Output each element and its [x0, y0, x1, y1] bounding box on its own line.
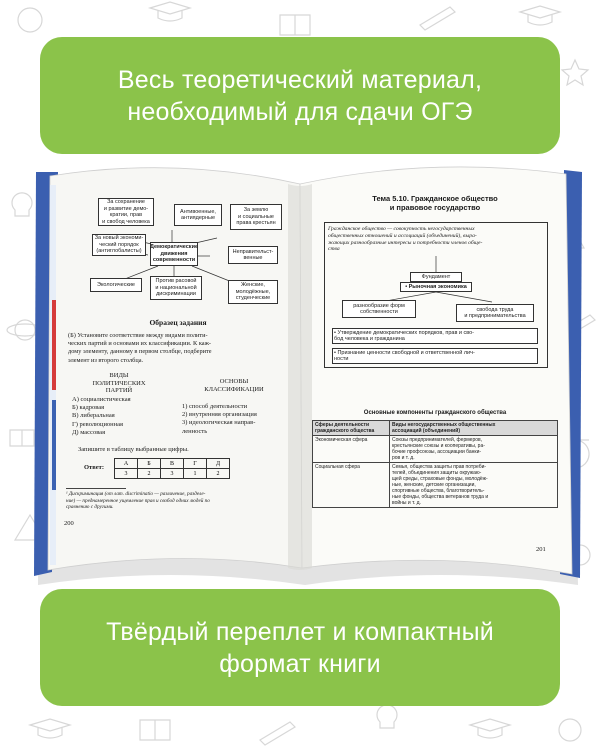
table-cell: Союзы предпринимателей, фермеров, крестьянские союзы и кооперативы, ра- бочие профсоюзы, ассоциации банки- ров и т. д. [390, 436, 558, 463]
answer-header-cell: Г [184, 459, 207, 469]
column-right-title: ОСНОВЫ КЛАССИФИКАЦИИ [204, 378, 264, 393]
personal-freedom-box: • Признание ценности свободной и ответственной лич- ности [332, 348, 538, 364]
task-text: (Б) Установите соответствие между видами полити- ческих партий и основами их классификации. К каж- дому элементу, данному в первом столбце, подберите элемент из второго столбца. [68, 332, 212, 364]
labor-freedom-box: свобода труда и предпринимательства [456, 304, 534, 322]
right-page-number: 201 [536, 546, 546, 553]
answer-value-cell: 3 [161, 469, 184, 479]
table-header-cell: Виды негосударственных общественных ассоциаций (объединений) [390, 421, 558, 436]
bottom-banner: Твёрдый переплет и компактный формат книги [40, 589, 560, 706]
classification-list: 1) способ деятельности 2) внутренняя организация 3) идеологическая направ- ленность [182, 403, 257, 435]
top-banner: Весь теоретический материал, необходимый для сдачи ОГЭ [40, 37, 560, 154]
footnote-divider [66, 488, 126, 489]
left-page-number: 200 [64, 520, 74, 527]
foundation-box: Фундамент [410, 272, 462, 282]
civil-society-definition: Гражданское общество — совокупность негосударственных общественных отношений и ассоциаций (объединений), выра- жающих разнообразные интересы и потребности членов обще- ства [328, 226, 483, 253]
diagram-box-ecological: Экологические [90, 278, 142, 292]
answer-header-cell: Б [138, 459, 161, 469]
answer-label: Ответ: [84, 464, 105, 471]
answer-value-cell: 2 [207, 469, 230, 479]
table-row [313, 436, 558, 463]
answer-table [114, 458, 230, 479]
party-types-list: А) социалистическая Б) кадровая В) либеральная Г) революционная Д) массовая [72, 396, 131, 436]
diagram-center-box: Демократические движения современности [150, 242, 198, 266]
diagram-box-democracy-rights: За сохранение и развитие демо- кратии, прав и свобод человека [98, 198, 154, 226]
answer-value-cell: 1 [184, 469, 207, 479]
market-economy-box: • Рыночная экономика [400, 282, 472, 292]
ownership-forms-box: разнообразие форм собственности [342, 300, 416, 318]
components-table [312, 420, 558, 508]
answer-header-cell: А [115, 459, 138, 469]
diagram-box-women-youth: Женские, молодёжные, студенческие [228, 280, 278, 304]
footnote: ¹ Дискриминация (от лат. discriminatio — различение, разделе- ние) — преднамеренное ущемление прав и свобод одних людей по сравнению с другими. [66, 491, 210, 510]
column-left-title: ВИДЫ ПОЛИТИЧЕСКИХ ПАРТИЙ [92, 372, 146, 394]
write-instruction: Запишите в таблицу выбранные цифры. [78, 446, 189, 453]
table-cell: Социальная сфера [313, 463, 390, 508]
right-page [310, 194, 560, 564]
answer-header-cell: Д [207, 459, 230, 469]
components-table-title: Основные компоненты гражданского общества [363, 410, 507, 416]
diagram-box-antiwar: Антивоенные, антиядерные [174, 204, 222, 226]
diagram-box-antidiscrimination: Против расовой и национальной дискриминации [150, 276, 202, 300]
table-header-cell: Сферы деятельности гражданского общества [313, 421, 390, 436]
answer-header-cell: В [161, 459, 184, 469]
diagram-box-antiglobalists: За новый экономи- ческий порядок (антиглобалисты) [92, 234, 146, 256]
answer-value-cell: 3 [115, 469, 138, 479]
table-cell: Экономическая сфера [313, 436, 390, 463]
left-page [62, 190, 294, 560]
table-row [313, 463, 558, 508]
diagram-box-ngo: Неправительст- венные [228, 246, 278, 264]
topic-title: Тема 5.10. Гражданское общество и правовое государство [372, 194, 498, 212]
answer-value-cell: 2 [138, 469, 161, 479]
democracy-box: • Утверждение демократических порядков, прав и сво- бод человека и гражданина [332, 328, 538, 344]
diagram-box-land-rights: За землю и социальные права крестьян [230, 204, 282, 230]
sample-title: Образец задания [149, 318, 207, 327]
table-cell: Семья, общества защиты прав потреби- телей, объединения защиты окружаю- щей среды, страховые фонды, молодёж- ные, женские, детские организации, спортивные общества, благотворитель- ные фонды, общества ветеранов труда и войны и т. д. [390, 463, 558, 508]
